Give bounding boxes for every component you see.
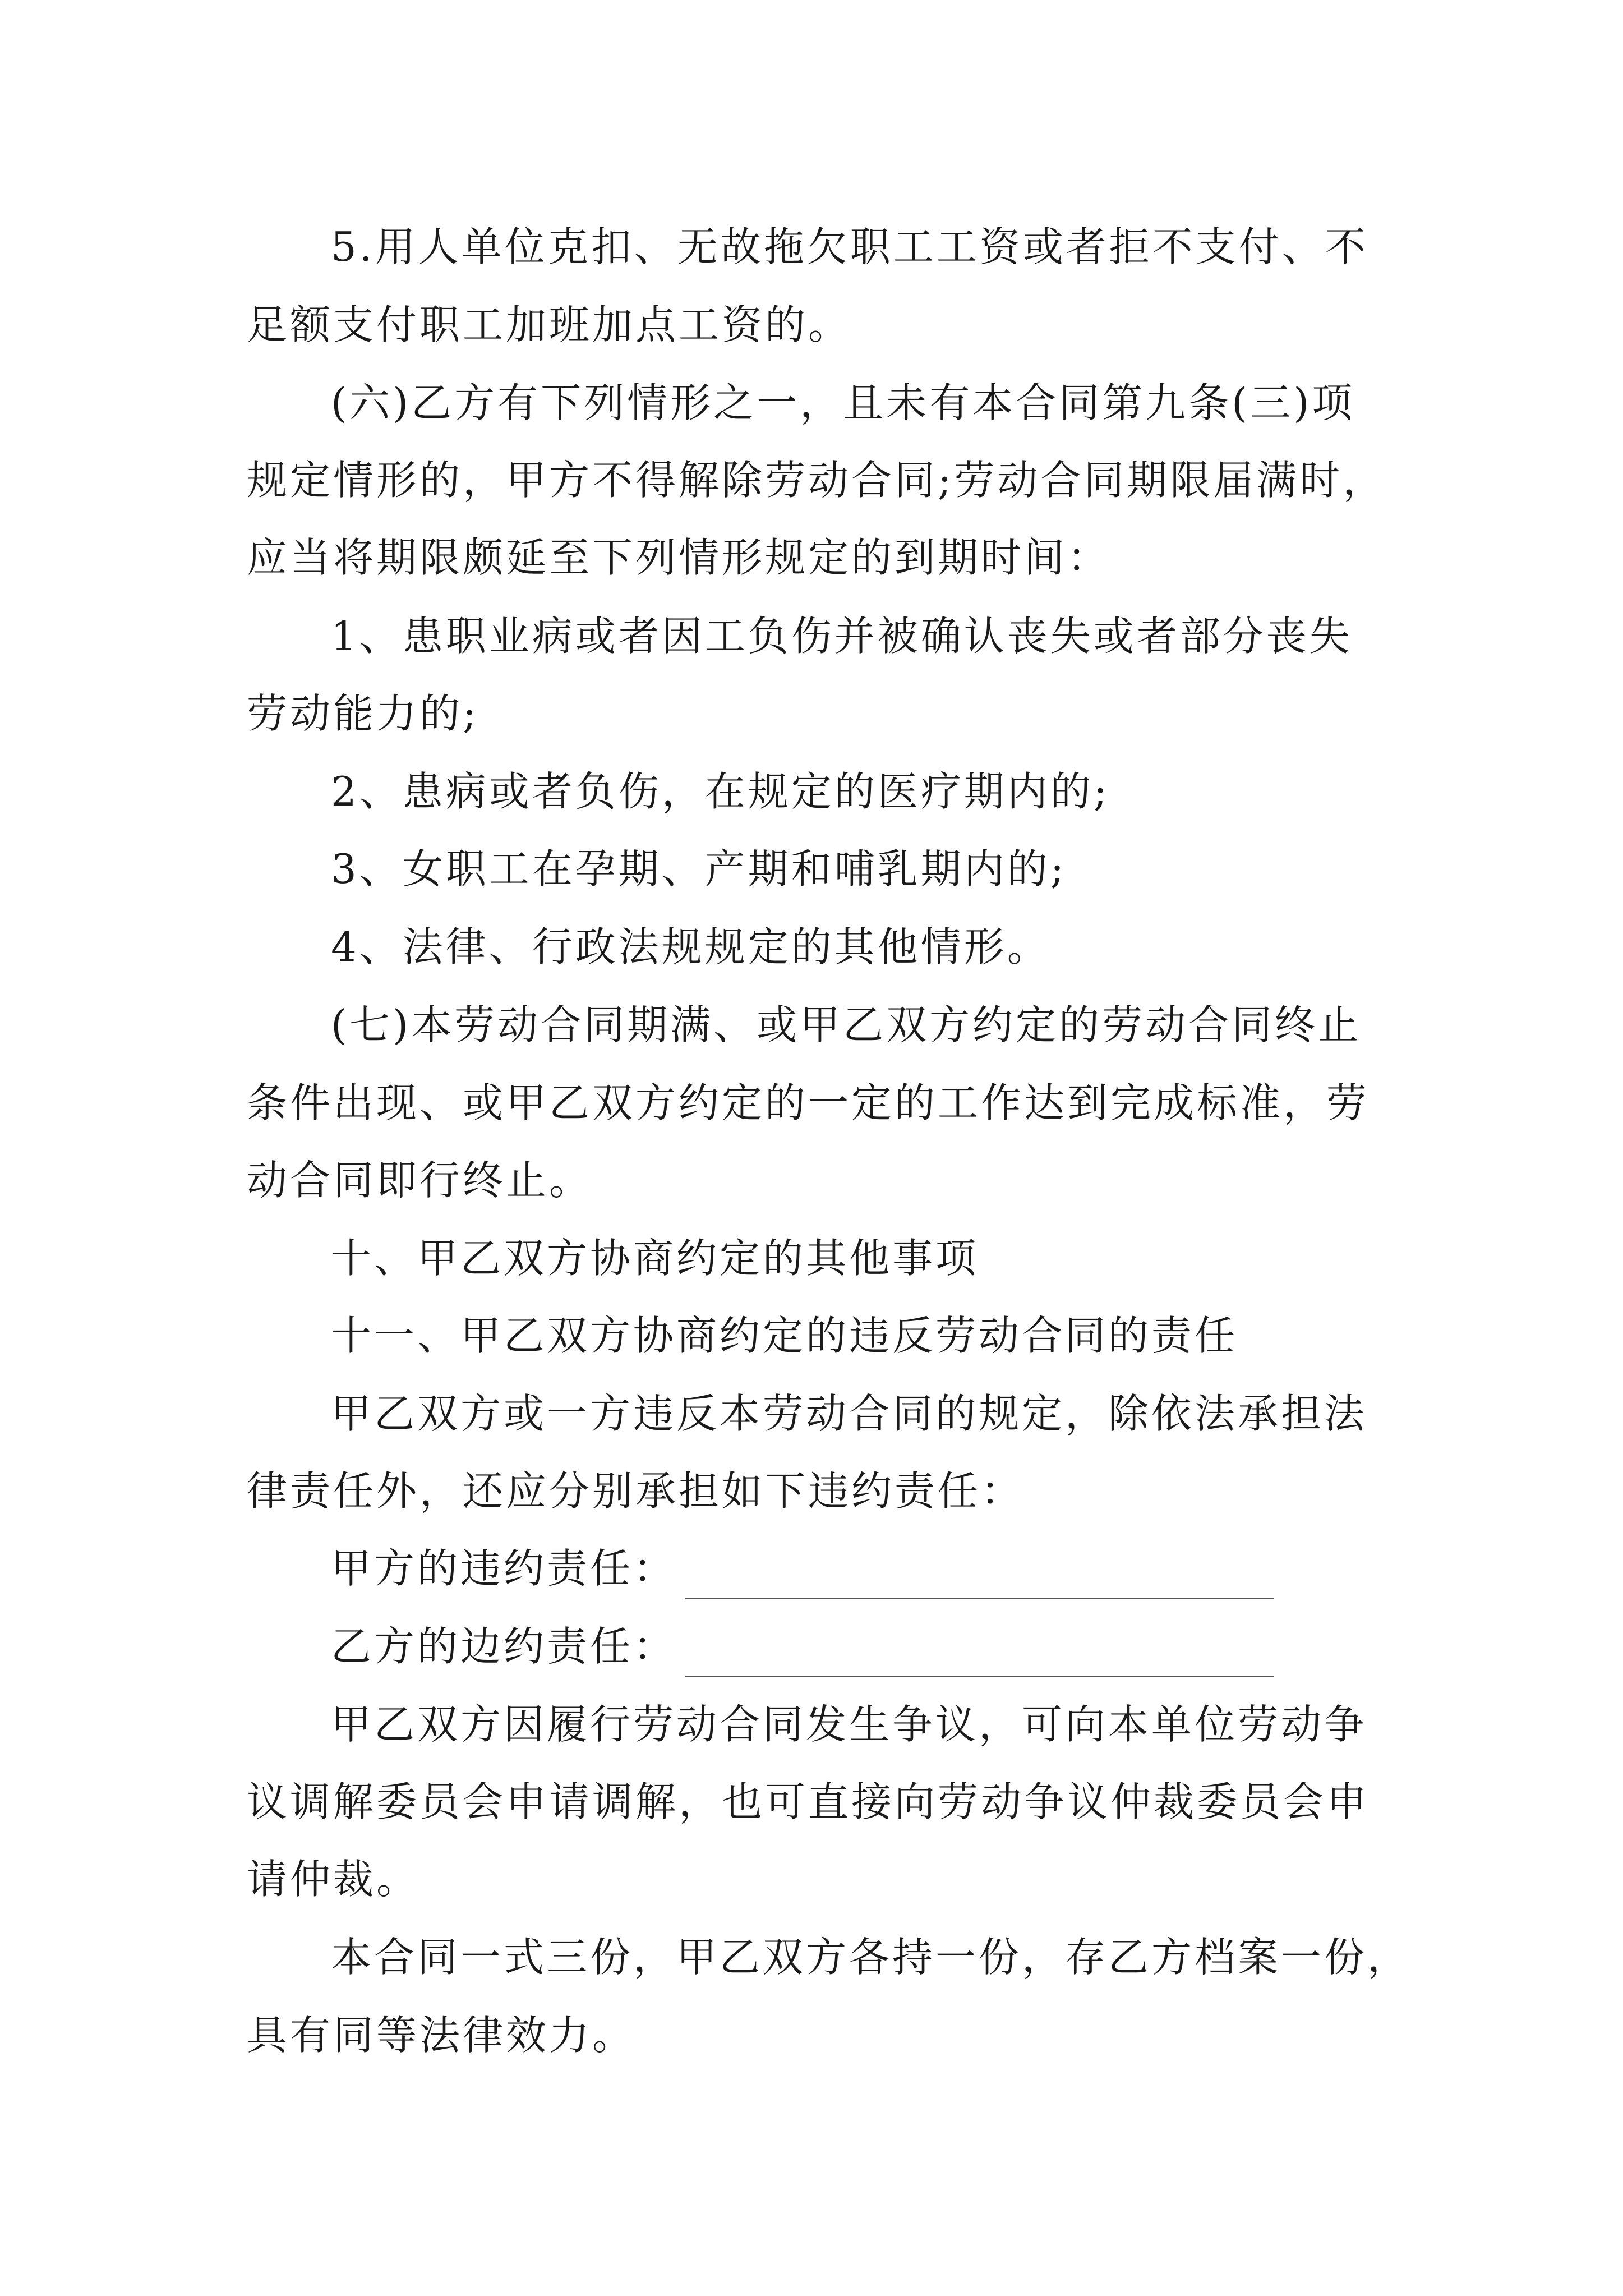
paragraph-line: 4、法律、行政法规规定的其他情形。: [331, 923, 1050, 970]
section-heading: 十、甲乙双方协商约定的其他事项: [331, 1235, 979, 1282]
paragraph-line: 甲乙双方因履行劳动合同发生争议，可向本单位劳动争: [331, 1701, 1368, 1748]
paragraph-line: 条件出现、或甲乙双方约定的一定的工作达到完成标准，劳: [247, 1079, 1370, 1126]
paragraph-line: 足额支付职工加班加点工资的。: [247, 301, 852, 348]
paragraph-line: 具有同等法律效力。: [247, 2012, 636, 2059]
party-a-liability-label: 甲方的违约责任：: [331, 1545, 677, 1592]
paragraph-line: (七)本劳动合同期满、或甲乙双方约定的劳动合同终止: [331, 1001, 1362, 1048]
paragraph-line: 规定情形的，甲方不得解除劳动合同;劳动合同期限届满时，: [247, 457, 1386, 504]
paragraph-line: 应当将期限颇延至下列情形规定的到期时间：: [247, 534, 1111, 581]
section-heading: 十一、甲乙双方协商约定的违反劳动合同的责任: [331, 1312, 1238, 1359]
paragraph-line: 5.用人单位克扣、无故拖欠职工工资或者拒不支付、不: [331, 223, 1368, 270]
paragraph-line: (六)乙方有下列情形之一，且未有本合同第九条(三)项: [331, 379, 1355, 426]
party-a-liability-blank: [685, 1598, 1274, 1599]
paragraph-line: 3、女职工在孕期、产期和哺乳期内的;: [331, 845, 1067, 892]
paragraph-line: 动合同即行终止。: [247, 1157, 593, 1204]
paragraph-line: 议调解委员会申请调解，也可直接向劳动争议仲裁委员会申: [247, 1778, 1370, 1825]
paragraph-line: 本合同一式三份，甲乙双方各持一份，存乙方档案一份，: [331, 1934, 1411, 1981]
paragraph-line: 2、患病或者负伤，在规定的医疗期内的;: [331, 768, 1110, 815]
paragraph-line: 甲乙双方或一方违反本劳动合同的规定，除依法承担法: [331, 1390, 1368, 1437]
paragraph-line: 1、患职业病或者因工负伤并被确认丧失或者部分丧失: [331, 613, 1353, 660]
paragraph-line: 律责任外，还应分别承担如下违约责任：: [247, 1467, 1025, 1515]
party-b-liability-blank: [685, 1676, 1274, 1677]
paragraph-line: 劳动能力的;: [247, 690, 479, 737]
paragraph-line: 请仲裁。: [247, 1856, 420, 1903]
party-b-liability-label: 乙方的边约责任：: [331, 1623, 677, 1670]
